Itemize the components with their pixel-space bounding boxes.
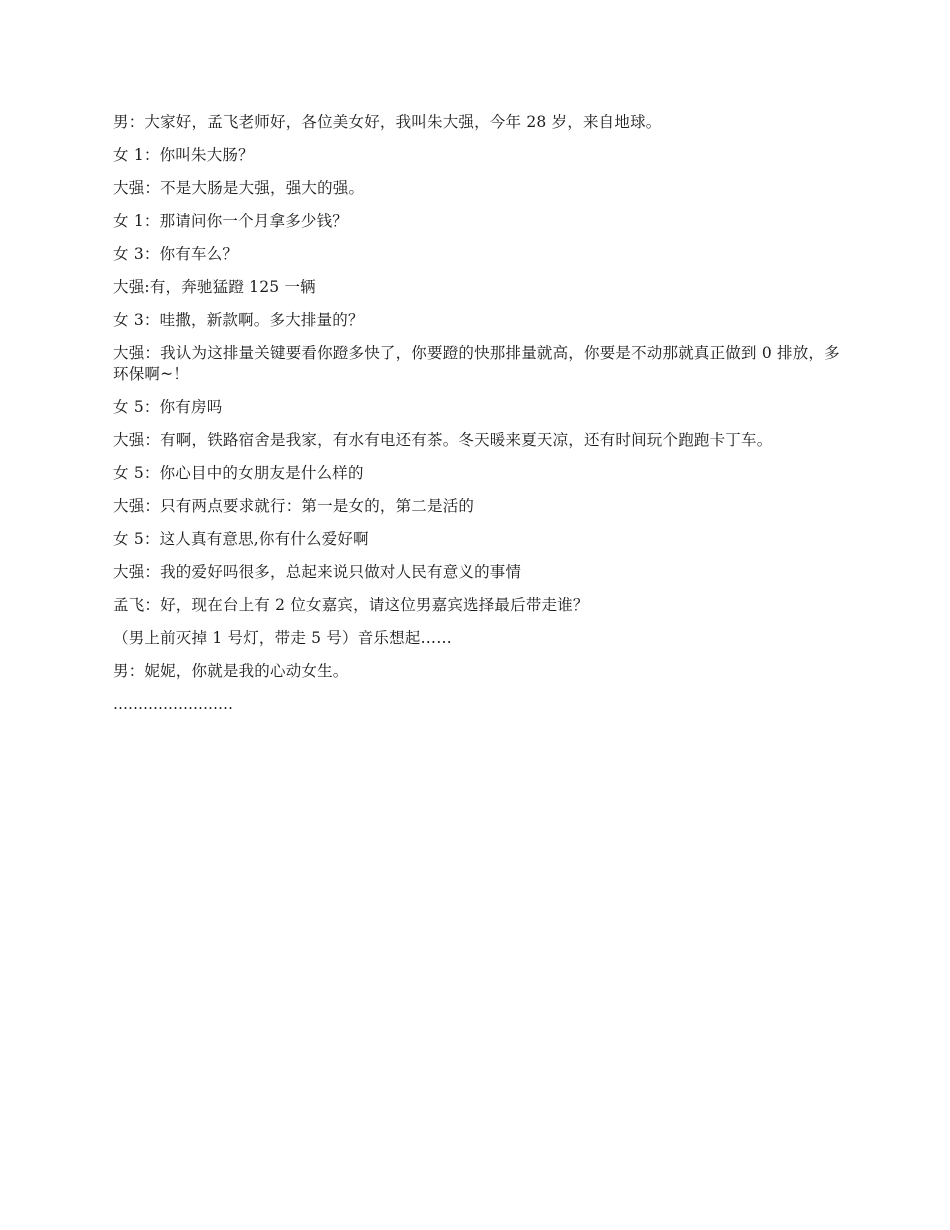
dialogue-line: 孟飞：好，现在台上有 2 位女嘉宾，请这位男嘉宾选择最后带走谁？ xyxy=(113,596,589,614)
dialogue-line: 大强:有，奔驰猛蹬 125 一辆 xyxy=(113,278,316,296)
dialogue-line: 女 5：你有房吗 xyxy=(113,398,223,416)
dialogue-line: 大强：不是大肠是大强，强大的强。 xyxy=(113,179,365,197)
dialogue-line: 男：大家好，孟飞老师好，各位美女好，我叫朱大强，今年 28 岁，来自地球。 xyxy=(113,113,662,131)
dialogue-line: 女 3：哇撒，新款啊。多大排量的？ xyxy=(113,311,364,329)
dialogue-line: 大强：有啊，铁路宿舍是我家，有水有电还有茶。冬天暖来夏天凉，还有时间玩个跑跑卡丁车。 xyxy=(113,431,773,449)
dialogue-line: 男：妮妮，你就是我的心动女生。 xyxy=(113,662,349,680)
dialogue-line: 大强：只有两点要求就行：第一是女的，第二是活的 xyxy=(113,497,475,515)
dialogue-line: （男上前灭掉 1 号灯，带走 5 号）音乐想起…… xyxy=(113,629,452,647)
dialogue-line: 女 5：这人真有意思,你有什么爱好啊 xyxy=(113,530,369,548)
trailing-ellipsis: …………………… xyxy=(113,695,233,713)
document-page xyxy=(113,112,841,715)
dialogue-line: 大强：我认为这排量关键要看你蹬多快了，你要蹬的快那排量就高，你要是不动那就真正做到 0 排放，多环保啊~！ xyxy=(113,344,840,383)
dialogue-line: 女 3：你有车么？ xyxy=(113,245,239,263)
dialogue-line: 大强：我的爱好吗很多，总起来说只做对人民有意义的事情 xyxy=(113,563,522,581)
dialogue-line: 女 1：那请问你一个月拿多少钱？ xyxy=(113,212,348,230)
dialogue-line: 女 1：你叫朱大肠？ xyxy=(113,146,254,164)
dialogue-line: 女 5：你心目中的女朋友是什么样的 xyxy=(113,464,364,482)
